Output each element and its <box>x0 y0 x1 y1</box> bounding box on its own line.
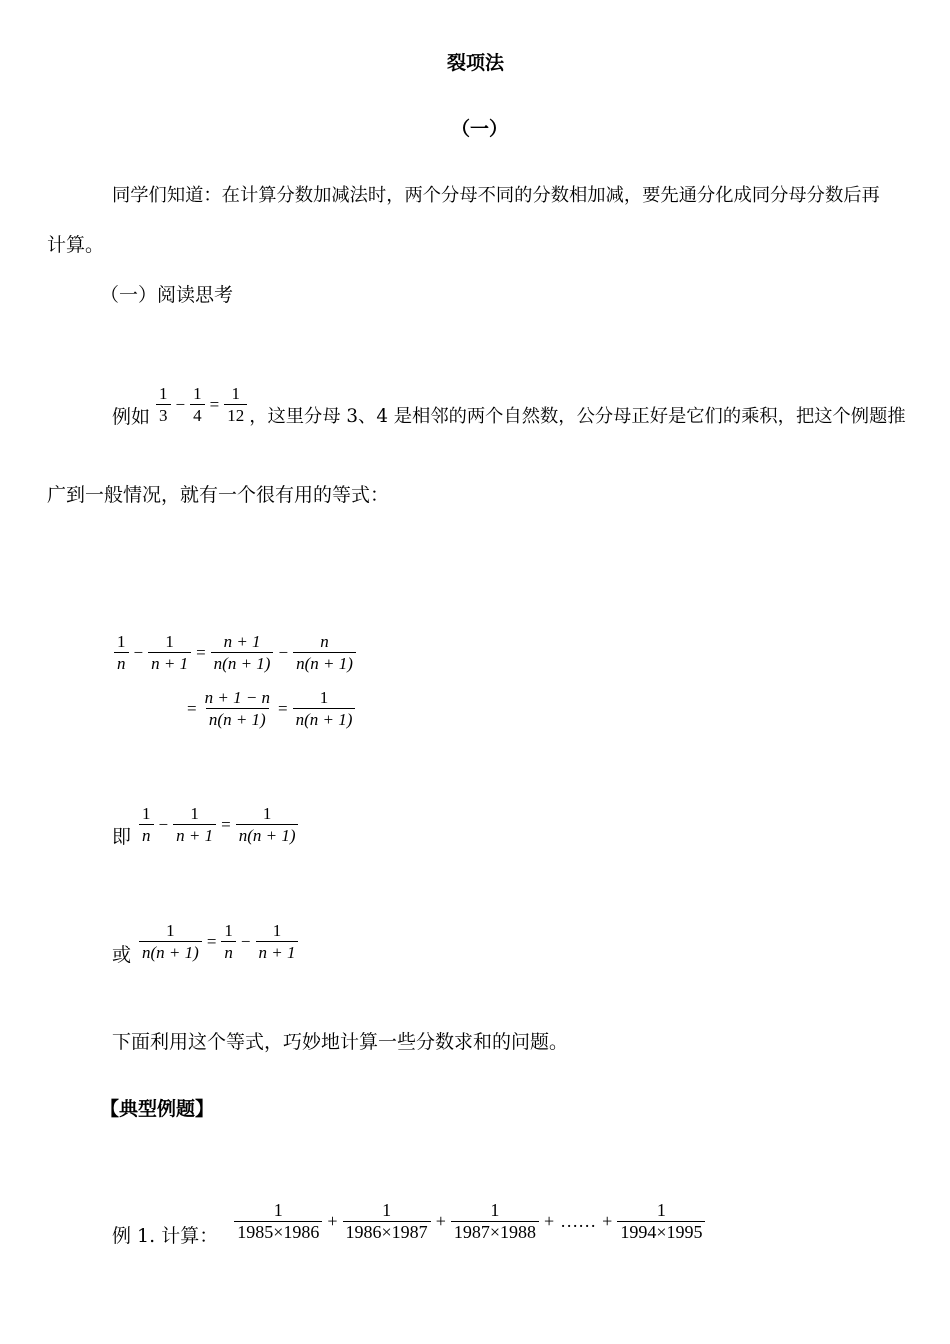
frac-num: 1 <box>224 920 233 940</box>
frac-num: 1 <box>117 632 126 651</box>
example-text-2: 广到一般情况，就有一个很有用的等式： <box>47 484 390 506</box>
example-prefix: 例如 <box>112 406 151 428</box>
frac-den: n(n + 1) <box>206 708 269 729</box>
frac-den: n(n + 1) <box>211 652 274 673</box>
page-subtitle: （一） <box>451 118 509 140</box>
frac-num: 1 <box>656 1199 666 1220</box>
frac-den: n(n + 1) <box>293 708 356 729</box>
minus-sign: − <box>175 394 186 414</box>
frac-num: 1 <box>272 920 282 940</box>
example-equation <box>154 384 249 425</box>
ellipsis: …… <box>560 1210 597 1231</box>
plus-sign: + <box>327 1210 338 1231</box>
ji-label: 即 <box>112 826 132 848</box>
frac-num: 1 <box>382 1199 392 1220</box>
frac-num: 1 <box>166 920 175 940</box>
frac-num: 1 <box>193 383 202 403</box>
huo-label: 或 <box>112 944 132 966</box>
frac-den: n <box>114 652 129 673</box>
section-heading: （一）阅读思考 <box>100 284 234 306</box>
intro-line-1: 同学们知道：在计算分数加减法时，两个分母不同的分数相加减，要先通分化成同分母分数后再 <box>112 185 880 206</box>
frac-den: n <box>221 941 236 962</box>
frac-num: 1 <box>190 803 199 823</box>
frac-num: 1 <box>142 803 151 823</box>
below-text: 下面利用这个等式，巧妙地计算一些分数求和的问题。 <box>112 1031 569 1053</box>
equals-sign: = <box>209 394 220 414</box>
frac-den: n + 1 <box>256 941 299 962</box>
frac-num: n <box>320 632 329 651</box>
frac-num: 1 <box>262 803 272 823</box>
huo-equation <box>137 921 300 962</box>
frac-den: 4 <box>190 404 205 425</box>
minus-sign: − <box>158 814 169 834</box>
plus-sign: + <box>435 1210 446 1231</box>
example-text: ，这里分母 3、4 是相邻的两个自然数，公分母正好是它们的乘积，把这个例题推 <box>249 406 906 427</box>
frac-den: n + 1 <box>148 652 191 673</box>
frac-den: 3 <box>156 404 171 425</box>
example1-label: 例 1. 计算： <box>112 1225 219 1247</box>
example-line <box>112 380 906 428</box>
frac-den: n(n + 1) <box>293 652 356 673</box>
frac-den: n(n + 1) <box>236 824 299 845</box>
huo-line <box>112 916 300 966</box>
minus-sign: − <box>133 643 144 662</box>
plus-sign: + <box>602 1210 613 1231</box>
derivation-line-1 <box>112 632 358 673</box>
derivation-line-2 <box>184 688 357 729</box>
equals-sign: = <box>196 643 206 662</box>
equals-sign: = <box>221 814 231 834</box>
example1-sum <box>232 1201 707 1242</box>
minus-sign: − <box>240 931 251 951</box>
frac-num: 1 <box>231 383 240 403</box>
plus-sign: + <box>544 1210 555 1231</box>
frac-den: n + 1 <box>173 824 216 845</box>
page-title: 裂项法 <box>447 52 505 74</box>
equals-sign: = <box>206 931 217 951</box>
frac-den: 12 <box>224 404 247 425</box>
frac-num: 1 <box>165 632 174 651</box>
frac-num: n + 1 − n <box>204 688 271 707</box>
typical-heading: 【典型例题】 <box>100 1098 215 1120</box>
frac-den: 1994×1995 <box>617 1221 705 1242</box>
frac-den: 1985×1986 <box>234 1221 322 1242</box>
minus-sign: − <box>278 643 289 662</box>
frac-num: 1 <box>273 1199 283 1220</box>
frac-den: n <box>139 824 154 845</box>
frac-num: n + 1 <box>223 632 261 651</box>
frac-den: n(n + 1) <box>139 941 202 962</box>
frac-num: 1 <box>159 383 168 403</box>
frac-den: 1987×1988 <box>451 1221 539 1242</box>
example1-line <box>112 1195 707 1247</box>
ji-line <box>112 800 300 848</box>
frac-num: 1 <box>319 688 329 707</box>
ji-equation <box>137 804 300 845</box>
intro-line-2: 计算。 <box>47 234 105 256</box>
equals-sign: = <box>278 699 288 718</box>
frac-num: 1 <box>490 1199 500 1220</box>
frac-den: 1986×1987 <box>343 1221 431 1242</box>
equals-sign: = <box>187 699 197 718</box>
